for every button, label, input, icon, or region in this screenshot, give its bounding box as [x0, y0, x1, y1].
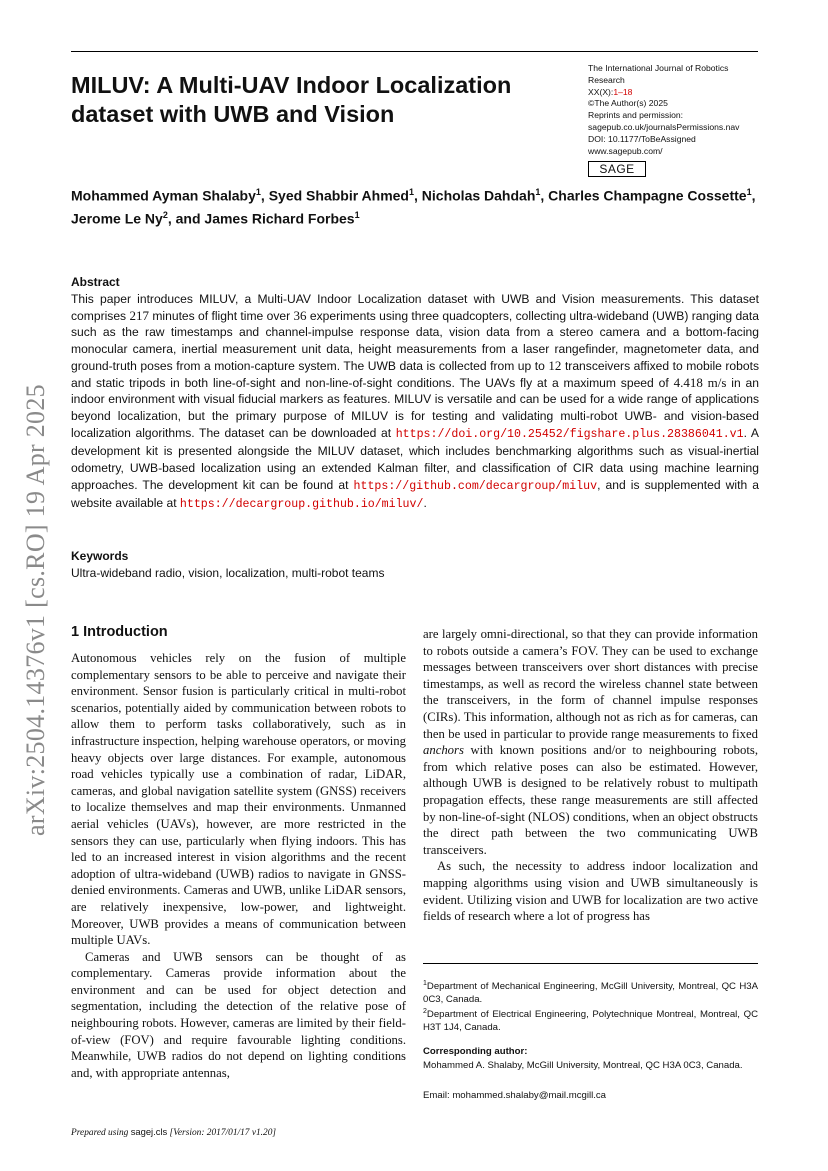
paragraph [423, 626, 758, 858]
affiliation-mark: 1 [409, 187, 415, 197]
doi: DOI: 10.1177/ToBeAssigned [588, 133, 696, 144]
corresponding-author-heading: Corresponding author: [423, 1046, 528, 1057]
header-rule [71, 51, 758, 52]
abstract-text: transceivers affixed to mobile robots and static tripods in both line-of-sight and non-line-of-sight conditions. The UAVs fly at a maximum speed of [71, 358, 759, 390]
affiliation-2 [423, 1005, 758, 1035]
footnote-mark: 2 [423, 1008, 427, 1015]
abstract-text: This paper introduces MILUV, a Multi-UAV Indoor Localization dataset with UWB and Vision measurements. This dataset comprises [71, 292, 759, 323]
affiliation-text: Department of Mechanical Engineering, McGill University, Montreal, QC H3A 0C3, Canada. [423, 981, 758, 1006]
author-name: , Syed Shabbir Ahmed [260, 187, 409, 204]
footer-cls: sagej.cls [130, 1126, 168, 1137]
journal-volume [588, 87, 760, 99]
paragraph: Cameras and UWB sensors can be thought of as complementary. Cameras provide information about the environment and can be used for object detection and segmentation, including the detection of the relative pose of neighbouring robots. However, cameras are limited by their field-of-view (FOV) and require favourable lighting conditions. Meanwhile, UWB radios do not depend on lighting conditions and, with appropriate antennas, [71, 949, 406, 1080]
arxiv-id: arXiv:2504.14376v1 [cs.RO] 19 Apr 2025 [21, 384, 50, 836]
abstract-text: in an indoor environment with visual fiducial markers as features. MILUV is versatile and can be used for a wide range of applications beyond localization, but the primary purpose of MILUV is for testing and validating multi-robot UWB- and vision-based localization algorithms. The dataset can be downloaded at [71, 375, 759, 440]
reprints: Reprints and permission: [588, 110, 684, 121]
page-footer [71, 1126, 276, 1138]
corresponding-author-text: Mohammed A. Shalaby, McGill University, Montreal, QC H3A 0C3, Canada. [423, 1060, 743, 1071]
affiliation-mark: 1 [535, 187, 541, 197]
journal-info [588, 63, 760, 157]
column-right [423, 626, 758, 925]
affiliation-mark: 2 [162, 209, 168, 220]
abstract-text: . [423, 496, 427, 511]
abstract-heading: Abstract [71, 275, 120, 289]
math-value: 12 [548, 357, 562, 373]
section-heading-introduction: 1 Introduction [71, 624, 168, 640]
author-name: , Charles Champagne Cossette [540, 187, 747, 204]
emphasis-anchors: anchors [423, 743, 464, 758]
keywords-text: Ultra-wideband radio, vision, localization, multi-robot teams [71, 566, 385, 580]
paragraph-text: with known positions and/or to neighbouring robots, from which relative poses can also be estimated. However, although UWB is designed to be relatively robust to multipath propagation effects, these range measurements are still affected by non-line-of-sight (NLOS) conditions, when an object obstructs the direct path between the two communicating UWB transceivers. [423, 743, 758, 857]
volume-pages-link[interactable]: 1–18 [613, 86, 633, 97]
author-name: , Jerome Le Ny [71, 187, 756, 227]
affiliation-text: Department of Electrical Engineering, Polytechnique Montreal, Montreal, QC H3T 1J4, Canada. [423, 1009, 758, 1034]
affiliation-1 [423, 977, 758, 1007]
author-list [71, 183, 761, 228]
math-value: 36 [293, 307, 307, 323]
footer-version: [Version: 2017/01/17 v1.20] [167, 1128, 277, 1138]
journal-name: The International Journal of Robotics Research [588, 63, 729, 85]
abstract-text: minutes of flight time over [148, 308, 294, 323]
title-line-2: dataset with UWB and Vision [71, 101, 395, 127]
paragraph-text: are largely omni-directional, so that they can provide information to robots outside a camera’s FOV. They can be used to exchange messages between transceivers over short distances with precise timestamps, as well as record the wireless channel state between the transceivers, in the form of channel impulse responses (CIRs). This information, although not as rich as for cameras, can then be used in particular to provide range measurements to fixed [423, 627, 758, 741]
abstract-text: experiments using three quadcopters, collecting ultra-wideband (UWB) ranging data such as the raw timestamps and channel-impulse response data, vision data from a stereo camera and a bottom-facing monocular camera, inertial measurement unit data, height measurements from a laser rangefinder, magnetometer data, and ground-truth poses from a motion-capture system. The UWB data is collected from up to [71, 308, 759, 373]
keywords-heading: Keywords [71, 549, 129, 563]
abstract-text: . A development kit is presented alongside the MILUV dataset, which includes benchmarking algorithms such as visual-inertial odometry, UWB-based localization using an extended Kalman filter, and classification of CIR data using machine learning approaches. The development kit can be found at [71, 425, 759, 492]
affiliation-mark: 1 [746, 187, 752, 197]
dataset-link[interactable]: https://doi.org/10.25452/figshare.plus.28386041.v1 [395, 427, 744, 441]
corresponding-email[interactable]: Email: mohammed.shalaby@mail.mcgill.ca [423, 1090, 607, 1101]
footnote-mark: 1 [423, 980, 427, 987]
paper-title [71, 71, 561, 129]
title-line-1: MILUV: A Multi-UAV Indoor Localization [71, 72, 512, 98]
affiliation-mark: 1 [255, 187, 261, 197]
math-value: 4.418 m/s [673, 374, 727, 390]
sage-logo: SAGE [588, 161, 646, 177]
paragraph: As such, the necessity to address indoor localization and mapping algorithms using vision and UWB simultaneously is evident. Utilizing vision and UWB for localization are two active fields of research where a lot of progress has [423, 859, 758, 924]
abstract-text: , and is supplemented with a website available at [71, 477, 759, 511]
column-left [71, 650, 406, 1081]
volume-prefix: XX(X): [588, 86, 614, 97]
permissions-url: sagepub.co.uk/journalsPermissions.nav [588, 121, 740, 132]
website: www.sagepub.com/ [588, 145, 663, 156]
author-name: , and James Richard Forbes [167, 210, 355, 227]
paragraph: Autonomous vehicles rely on the fusion of multiple complementary sensors to be able to perceive and navigate their environment. Sensor fusion is particularly critical in multi-robot scenarios, potentially aided by communication between robots to allow them to perform tasks collaboratively, such as in infrastructure inspection, helping warehouse operators, or moving heavy objects over large distances. For example, autonomous road vehicles typically use a combination of radar, LiDAR, cameras, and global navigation satellite system (GNSS) receivers to localize themselves and map their environments. Unmanned aerial vehicles (UAVs), however, are more restricted in the sensors they can use, particularly when flying indoors. This has led to an increased interest in vision algorithms and the recent adoption of ultra-wideband (UWB) radios to navigate in GNSS-denied environments. Cameras and UWB, unlike LiDAR sensors, are relatively inexpensive, low-power, and lightweight. Moreover, UWB provides a means of communication between multiple UAVs. [71, 651, 406, 948]
website-link[interactable]: https://decargroup.github.io/miluv/ [179, 498, 424, 512]
github-link[interactable]: https://github.com/decargroup/miluv [353, 479, 598, 493]
footnote-rule [423, 963, 758, 964]
author-name: , Nicholas Dahdah [414, 187, 536, 204]
abstract-body [71, 291, 759, 514]
arxiv-sidebar [18, 360, 54, 860]
affiliation-mark: 1 [354, 209, 360, 220]
footer-text: Prepared using [71, 1128, 131, 1138]
author-name: Mohammed Ayman Shalaby [71, 187, 256, 204]
math-value: 217 [129, 307, 149, 323]
copyright: ©The Author(s) 2025 [588, 98, 668, 109]
